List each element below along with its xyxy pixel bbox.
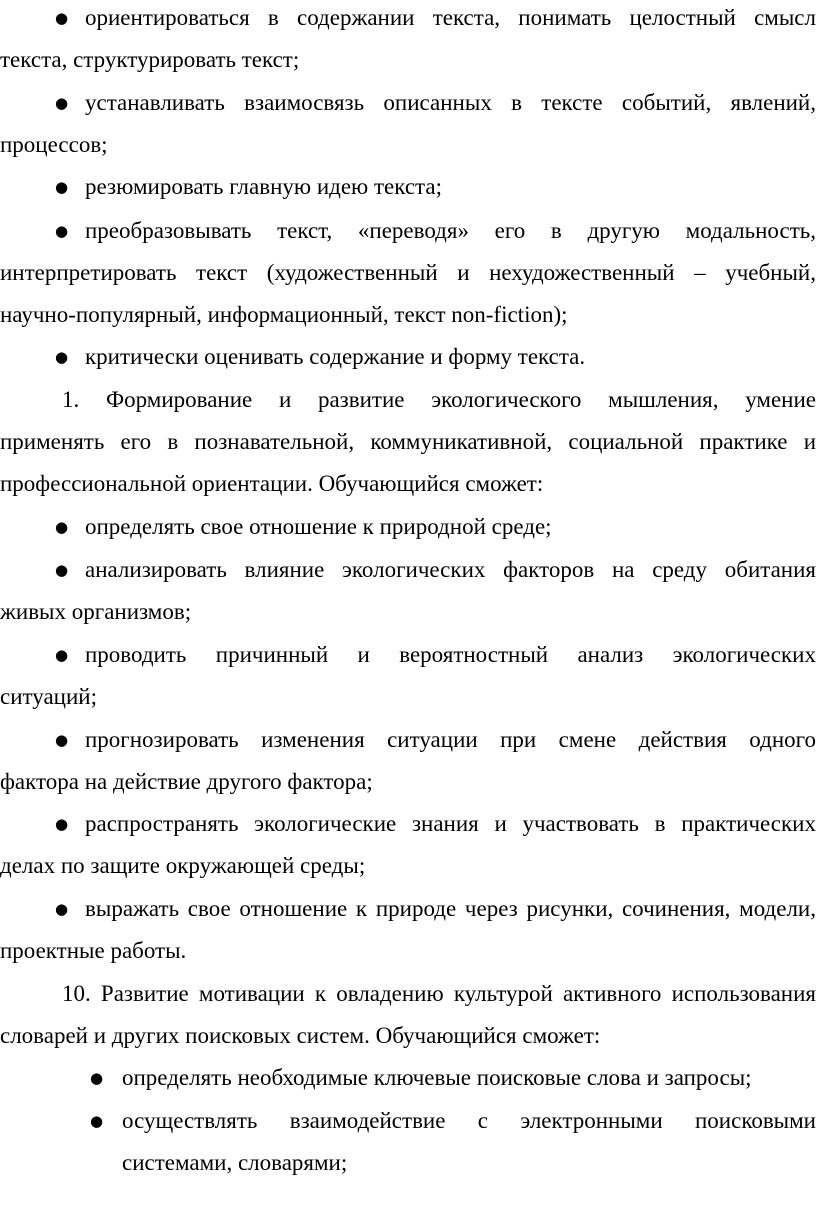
text-line: живых организмов; [0, 599, 192, 624]
text-line: проводить причинный и вероятностный анализ экологических [85, 642, 816, 667]
text-line: определять свое отношение к природной среде; [85, 514, 552, 539]
text-line: определять необходимые ключевые поисковые слова и запросы; [122, 1065, 752, 1090]
text-line: применять его в познавательной, коммуникативной, социальной практике и [0, 429, 816, 454]
text-line: преобразовывать текст, «переводя» его в другую модальность, [85, 218, 816, 243]
bullet-icon: ● [55, 9, 69, 27]
bullet-icon: ● [55, 815, 69, 833]
text-line: 1. Формирование и развитие экологического мышления, умение [62, 387, 816, 412]
bullet-icon: ● [55, 900, 69, 918]
bullet-icon: ● [55, 222, 69, 240]
text-line: процессов; [0, 132, 108, 157]
text-line: осуществлять взаимодействие с электронными поисковыми [122, 1108, 816, 1133]
bullet-icon: ● [90, 1112, 104, 1130]
text-line: ситуаций; [0, 684, 97, 709]
text-line: распространять экологические знания и участвовать в практических [85, 811, 816, 836]
bullet-icon: ● [55, 348, 69, 366]
bullet-icon: ● [55, 731, 69, 749]
text-line: критически оценивать содержание и форму текста. [85, 344, 586, 369]
text-line: системами, словарями; [122, 1150, 348, 1175]
text-line: ориентироваться в содержании текста, понимать целостный смысл [85, 5, 816, 30]
bullet-icon: ● [55, 561, 69, 579]
text-line: текста, структурировать текст; [0, 47, 300, 72]
text-line: прогнозировать изменения ситуации при смене действия одного [85, 727, 816, 752]
text-line: резюмировать главную идею текста; [85, 174, 442, 199]
text-line: проектные работы. [0, 938, 187, 963]
text-line: анализировать влияние экологических факторов на среду обитания [85, 557, 816, 582]
text-line: профессиональной ориентации. Обучающийся сможет: [0, 471, 544, 496]
text-line: 10. Развитие мотивации к овладению культурой активного использования [62, 981, 816, 1006]
bullet-icon: ● [55, 178, 69, 196]
text-line: выражать свое отношение к природе через рисунки, сочинения, модели, [85, 896, 816, 921]
text-line: фактора на действие другого фактора; [0, 769, 373, 794]
text-line: устанавливать взаимосвязь описанных в тексте событий, явлений, [85, 90, 816, 115]
bullet-icon: ● [90, 1069, 104, 1087]
text-line: научно-популярный, информационный, текст non-fiction); [0, 302, 568, 327]
text-line: интерпретировать текст (художественный и нехудожественный – учебный, [0, 260, 816, 285]
text-line: делах по защите окружающей среды; [0, 853, 366, 878]
bullet-icon: ● [55, 518, 69, 536]
bullet-icon: ● [55, 646, 69, 664]
text-line: словарей и других поисковых систем. Обучающийся сможет: [0, 1023, 601, 1048]
bullet-icon: ● [55, 94, 69, 112]
